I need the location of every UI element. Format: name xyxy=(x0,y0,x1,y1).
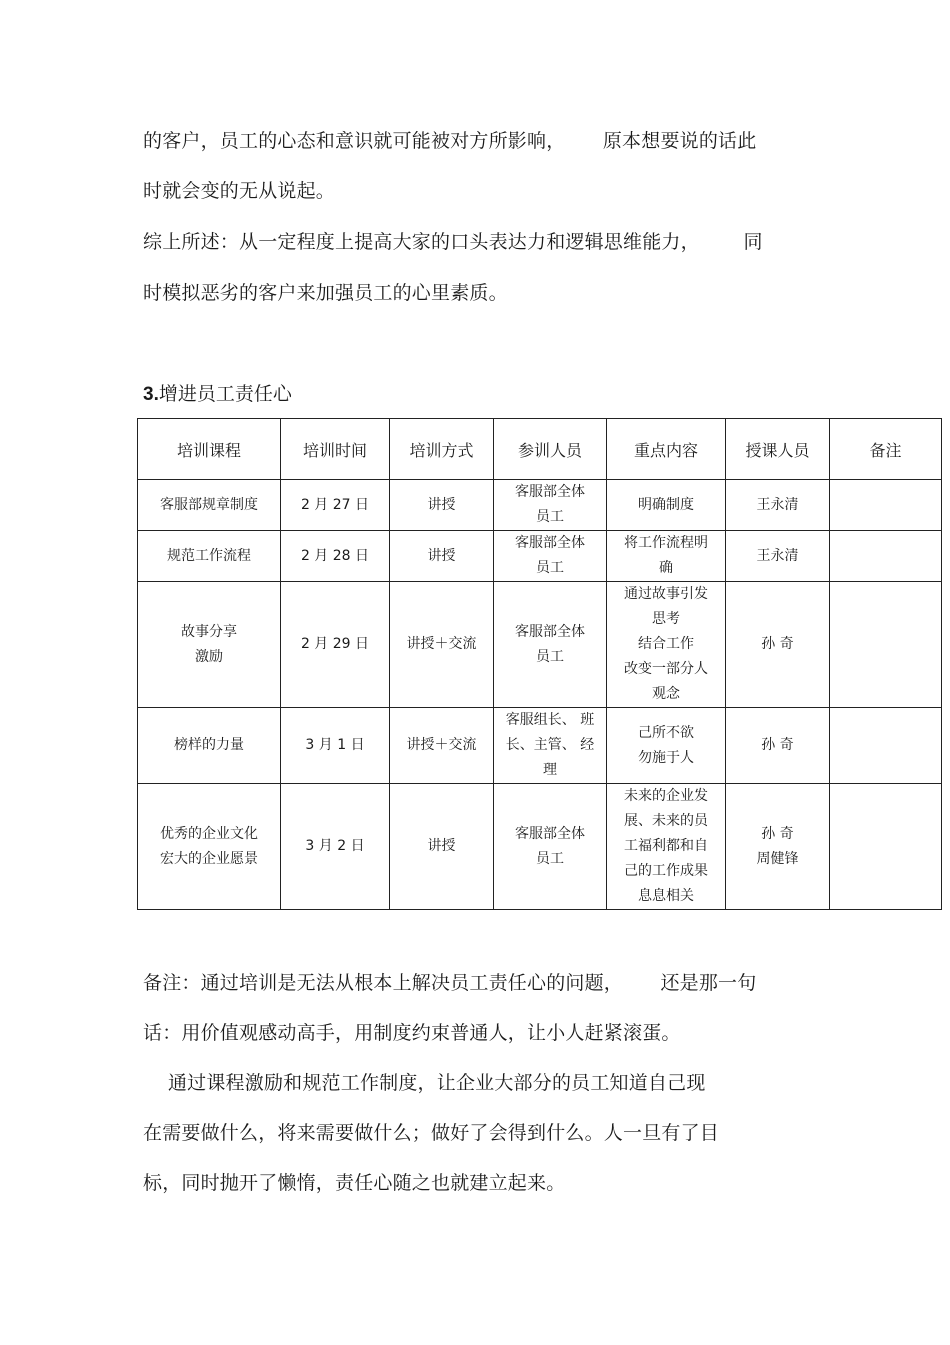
participants-line: 长、主管、 经 xyxy=(505,737,595,753)
content-line: 思考 xyxy=(652,611,680,627)
method-line: 讲授 xyxy=(427,838,456,854)
table-row xyxy=(138,784,942,910)
closing-line-4: 在需要做什么，将来需要做什么；做好了会得到什么。人一旦有了目 xyxy=(143,1122,720,1144)
method-line: 讲授 xyxy=(427,547,456,564)
participants-line: 员工 xyxy=(536,509,564,525)
cell-course xyxy=(138,531,281,582)
participants-line: 客服部全体 xyxy=(515,535,585,551)
cell-instructor xyxy=(726,531,830,582)
content-line: 己的工作成果 xyxy=(624,863,708,879)
course-line: 规范工作流程 xyxy=(167,547,251,564)
cell-content xyxy=(607,531,726,582)
content-line: 观念 xyxy=(652,686,680,702)
content-line: 工福利都和自 xyxy=(624,838,708,854)
participants-line: 客服部全体 xyxy=(515,623,585,640)
content-line: 未来的企业发 xyxy=(624,788,708,804)
time-line: 3 月 1 日 xyxy=(305,737,365,753)
instructor-line: 王永清 xyxy=(756,496,799,513)
table-row xyxy=(138,531,942,582)
closing-line-1: 备注：通过培训是无法从根本上解决员工责任心的问题， 还是那一句 xyxy=(143,972,757,994)
cell-instructor xyxy=(726,582,830,708)
participants-line: 员工 xyxy=(536,648,564,665)
intro-line-4: 时模拟恶劣的客户来加强员工的心里素质。 xyxy=(143,282,508,304)
cell-content xyxy=(607,784,726,910)
content-line: 明确制度 xyxy=(638,496,694,513)
header-note: 备注 xyxy=(830,419,942,480)
time-line: 2 月 29 日 xyxy=(300,636,370,652)
closing-line-5: 标，同时抛开了懒惰，责任心随之也就建立起来。 xyxy=(143,1172,566,1194)
cell-instructor xyxy=(726,480,830,531)
content-line: 己所不欲 xyxy=(638,724,694,741)
course-line: 故事分享 xyxy=(181,623,237,640)
cell-note xyxy=(830,708,942,784)
header-time: 培训时间 xyxy=(281,419,390,480)
cell-time xyxy=(281,480,390,531)
participants-line: 客服组长、 班 xyxy=(505,712,595,728)
cell-time xyxy=(281,708,390,784)
instructor-line: 孙 奇 xyxy=(761,737,794,753)
course-line: 榜样的力量 xyxy=(174,737,244,753)
content-line: 结合工作 xyxy=(638,636,694,652)
cell-course xyxy=(138,480,281,531)
method-line: 讲授＋交流 xyxy=(406,737,477,753)
section-heading xyxy=(143,381,292,408)
table-row xyxy=(138,480,942,531)
cell-participants xyxy=(494,582,607,708)
course-line: 激励 xyxy=(195,648,223,665)
content-line: 息息相关 xyxy=(638,888,694,904)
method-line: 讲授＋交流 xyxy=(406,636,477,652)
instructor-line: 孙 奇 xyxy=(761,636,794,652)
cell-method xyxy=(390,480,494,531)
cell-content xyxy=(607,708,726,784)
closing-line-2: 话：用价值观感动高手，用制度约束普通人，让小人赶紧滚蛋。 xyxy=(143,1022,681,1044)
cell-method xyxy=(390,784,494,910)
time-line: 2 月 28 日 xyxy=(300,547,370,564)
table-row xyxy=(138,582,942,708)
instructor-line: 孙 奇 xyxy=(761,825,794,842)
content-line: 通过故事引发 xyxy=(624,586,708,602)
content-line: 展、未来的员 xyxy=(624,813,708,829)
section-number: 3. xyxy=(143,384,159,405)
intro-line-1: 的客户，员工的心态和意识就可能被对方所影响， 原本想要说的话此 xyxy=(143,130,757,152)
instructor-line: 王永清 xyxy=(756,547,799,564)
course-line: 宏大的企业愿景 xyxy=(160,850,258,867)
cell-note xyxy=(830,784,942,910)
cell-course xyxy=(138,784,281,910)
intro-line-2: 时就会变的无从说起。 xyxy=(143,180,336,202)
cell-method xyxy=(390,708,494,784)
participants-line: 理 xyxy=(543,762,557,778)
cell-note xyxy=(830,531,942,582)
content-line: 确 xyxy=(659,560,673,576)
cell-content xyxy=(607,582,726,708)
header-participants: 参训人员 xyxy=(494,419,607,480)
course-line: 优秀的企业文化 xyxy=(160,825,258,842)
closing-line-3: 通过课程激励和规范工作制度，让企业大部分的员工知道自己现 xyxy=(143,1072,706,1094)
cell-participants xyxy=(494,531,607,582)
header-course: 培训课程 xyxy=(138,419,281,480)
cell-note xyxy=(830,582,942,708)
participants-line: 客服部全体 xyxy=(515,825,585,842)
content-line: 勿施于人 xyxy=(638,749,694,766)
cell-participants xyxy=(494,708,607,784)
table-header-row xyxy=(138,419,942,480)
cell-method xyxy=(390,531,494,582)
instructor-line: 周健锋 xyxy=(756,850,799,867)
time-line: 2 月 27 日 xyxy=(300,496,370,513)
method-line: 讲授 xyxy=(427,496,456,513)
header-method: 培训方式 xyxy=(390,419,494,480)
cell-time xyxy=(281,784,390,910)
time-line: 3 月 2 日 xyxy=(305,838,365,854)
cell-content xyxy=(607,480,726,531)
cell-time xyxy=(281,531,390,582)
cell-participants xyxy=(494,784,607,910)
cell-instructor xyxy=(726,784,830,910)
participants-line: 员工 xyxy=(536,850,564,867)
cell-course xyxy=(138,582,281,708)
cell-method xyxy=(390,582,494,708)
course-line: 客服部规章制度 xyxy=(160,496,258,513)
content-line: 改变一部分人 xyxy=(624,661,708,677)
content-line: 将工作流程明 xyxy=(624,535,708,551)
cell-instructor xyxy=(726,708,830,784)
header-instructor: 授课人员 xyxy=(726,419,830,480)
table-row xyxy=(138,708,942,784)
cell-participants xyxy=(494,480,607,531)
training-plan-table xyxy=(137,418,942,910)
participants-line: 员工 xyxy=(536,560,564,576)
cell-course xyxy=(138,708,281,784)
cell-time xyxy=(281,582,390,708)
participants-line: 客服部全体 xyxy=(515,484,585,500)
header-content: 重点内容 xyxy=(607,419,726,480)
cell-note xyxy=(830,480,942,531)
section-title: 增进员工责任心 xyxy=(158,383,292,405)
intro-line-3: 综上所述：从一定程度上提高大家的口头表达力和逻辑思维能力， 同 xyxy=(143,231,763,253)
